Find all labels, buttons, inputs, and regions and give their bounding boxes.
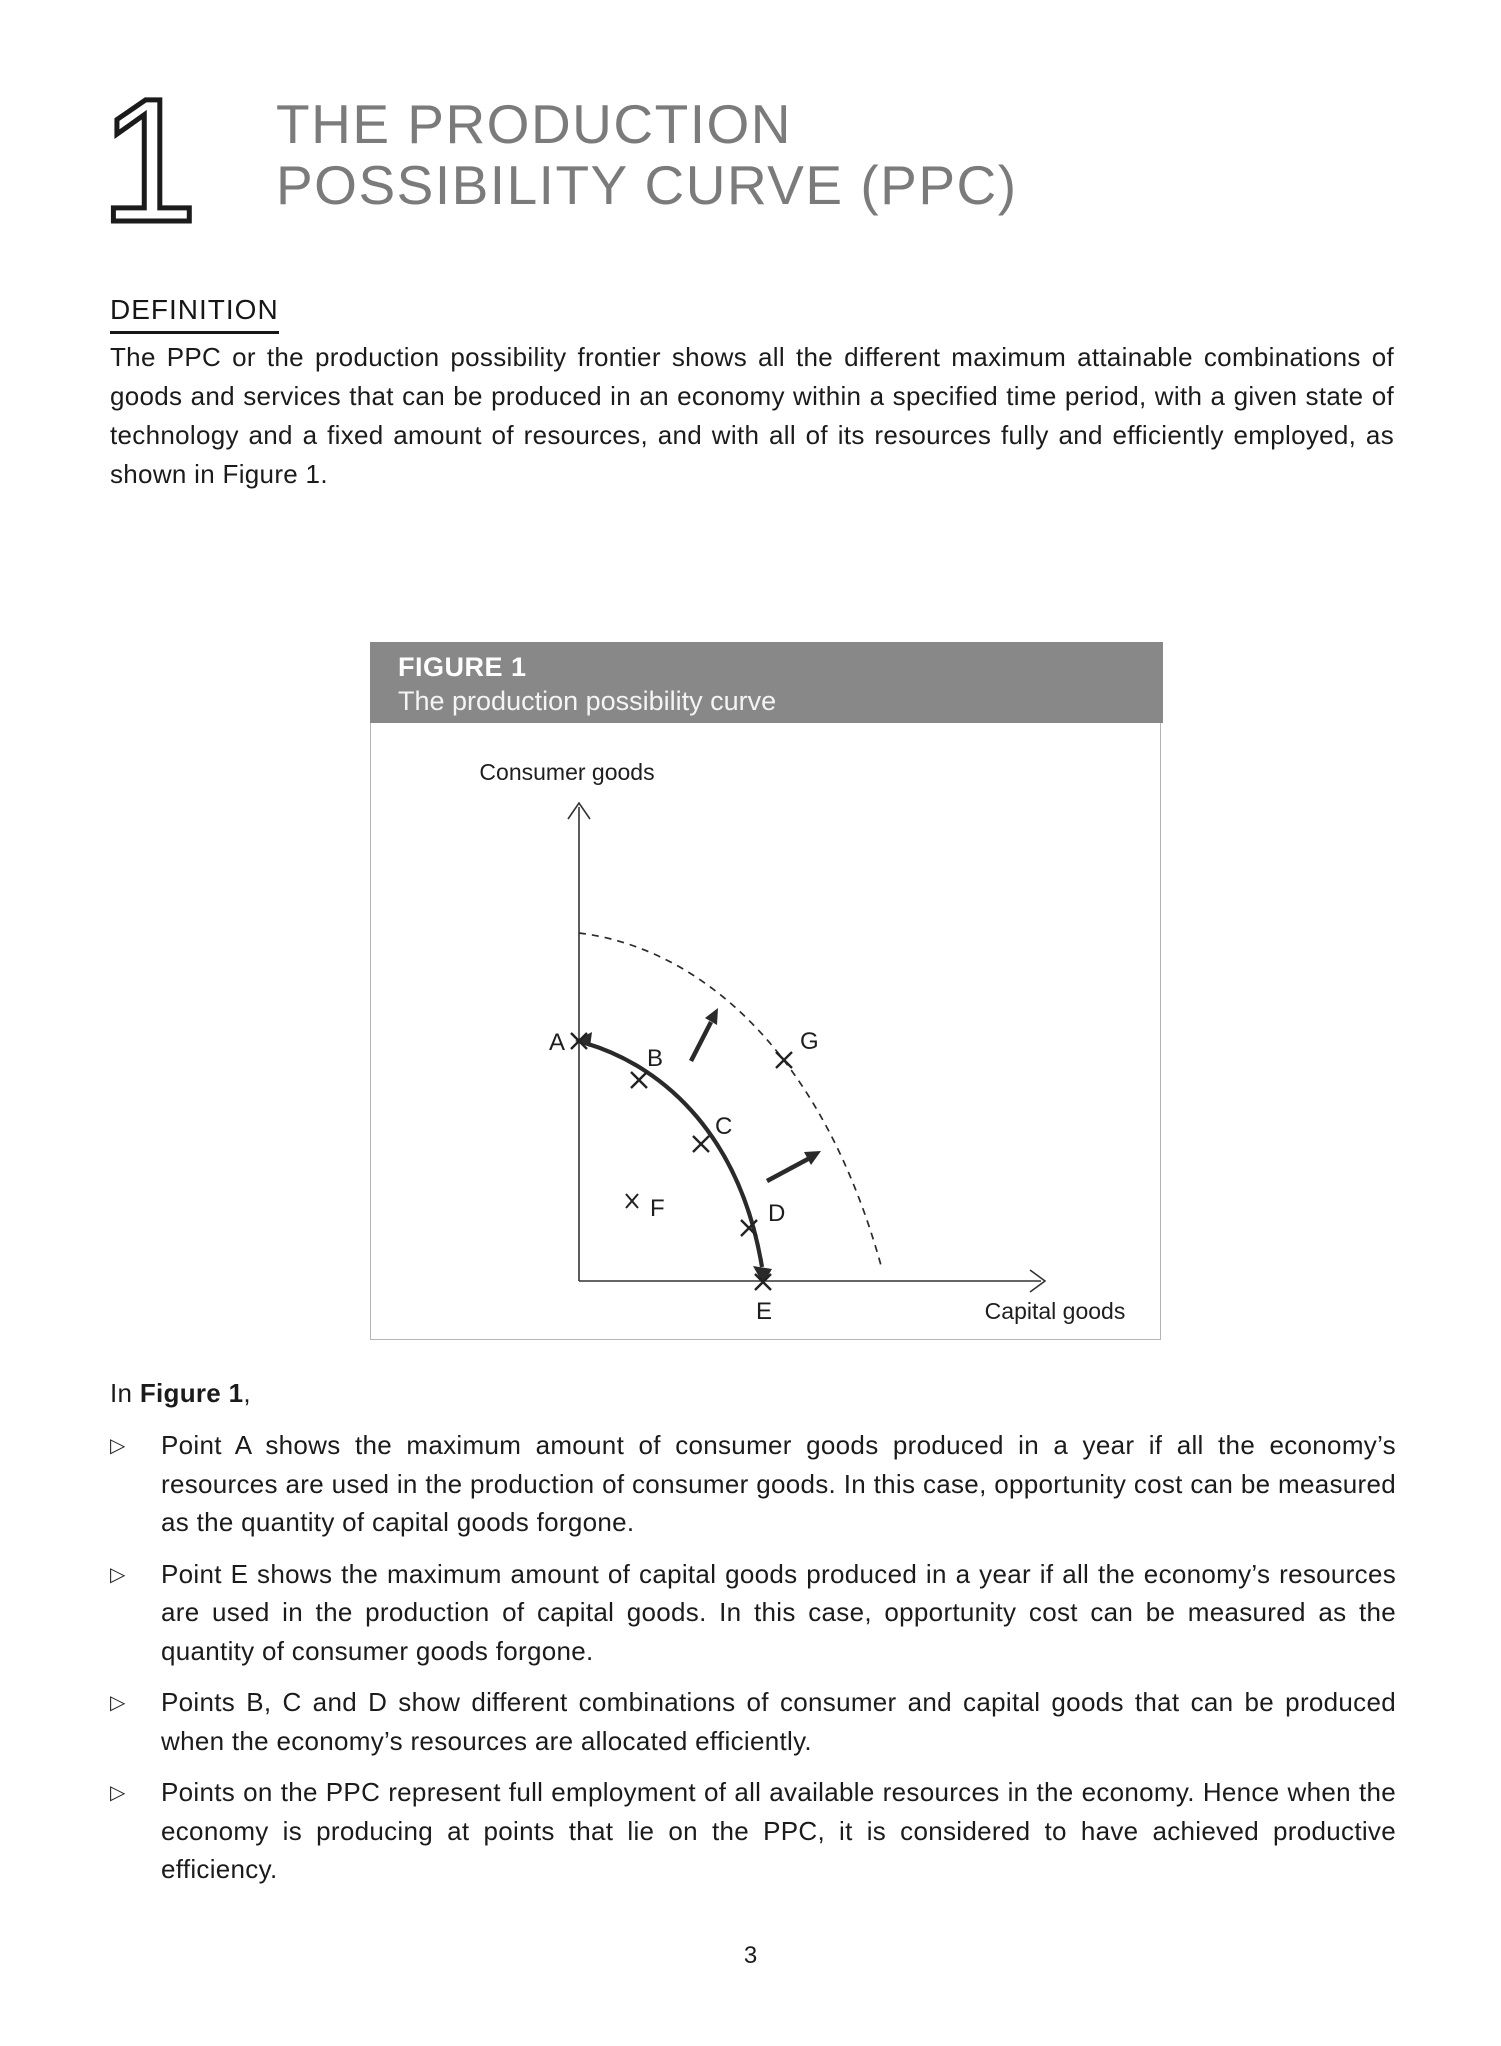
point-marker-G [776, 1052, 792, 1068]
triangle-bullet-icon: ▷ [110, 1561, 126, 1586]
point-marker-B [631, 1072, 647, 1088]
point-label-B: B [647, 1045, 664, 1072]
definition-heading-text: DEFINITION [110, 294, 279, 334]
point-label-C: C [715, 1113, 733, 1140]
triangle-bullet-icon: ▷ [110, 1433, 126, 1457]
page-number: 3 [743, 1942, 758, 1969]
figure-box [370, 642, 1161, 1340]
list-item-text: Point E shows the maximum amount of capital goods produced in a year if all the economy’s resources are used in the production of capital goods. In this case, opportunity cost can be measured as the quantity of consumer goods forgone. [161, 1558, 1396, 1666]
list-item-text: Points on the PPC represent full employment of all available resources in the economy. Hence when the economy is producing at points that lie on the PPC, it is considered to have achieved productive efficiency. [161, 1777, 1396, 1884]
bullet-list [110, 1426, 1396, 1902]
chapter-title-line1: THE PRODUCTION [276, 93, 792, 155]
list-item-text: Point A shows the maximum amount of consumer goods produced in a year if all the economy’s resources are used in the production of consumer goods. In this case, opportunity cost can be measured as the quantity of capital goods forgone. [161, 1430, 1396, 1537]
chapter-title [276, 94, 1376, 216]
figure-caption: The production possibility curve [398, 686, 777, 716]
point-label-A: A [548, 1029, 565, 1056]
point-label-E: E [755, 1298, 773, 1325]
point-marker-F [626, 1194, 638, 1208]
list-item [110, 1683, 1396, 1760]
triangle-bullet-icon: ▷ [110, 1780, 126, 1804]
after-figure-lead [110, 1378, 1394, 1409]
list-item [110, 1426, 1396, 1542]
list-item [110, 1773, 1396, 1889]
figure-banner [370, 642, 1163, 723]
point-label-F: F [650, 1195, 665, 1222]
chapter-number-digit: 1 [100, 63, 198, 259]
ppc-curve-solid [585, 1043, 762, 1267]
y-axis-label: Consumer goods [479, 759, 655, 785]
after-figure-bold: Figure 1 [139, 1378, 244, 1408]
ppc-curve-shifted-dashed [579, 933, 882, 1269]
after-figure-suffix: , [243, 1378, 251, 1408]
after-figure-prefix: In [110, 1378, 140, 1408]
figure-label: FIGURE 1 [398, 652, 527, 682]
x-axis [579, 1270, 1045, 1292]
point-marker-C [693, 1136, 709, 1152]
list-item-text: Points B, C and D show different combinations of consumer and capital goods that can be produced when the economy’s resources are allocated efficiently. [161, 1687, 1396, 1756]
definition-heading [110, 294, 279, 334]
point-label-G: G [800, 1028, 819, 1055]
triangle-bullet-icon: ▷ [110, 1690, 126, 1714]
definition-paragraph: The PPC or the production possibility frontier shows all the different maximum attainable combinations of goods and services that can be produced in an economy within a specified time period, with a given state of technology and a fixed amount of resources, and with all of its resources fully and efficiently employed, as shown in Figure 1. [110, 342, 1394, 489]
shift-arrow-upper [691, 1008, 718, 1061]
list-item [110, 1555, 1396, 1671]
shift-arrow-lower [767, 1151, 821, 1181]
chapter-number [96, 63, 206, 259]
ppc-chart [371, 723, 1160, 1339]
x-axis-label: Capital goods [984, 1298, 1126, 1324]
chapter-title-line2: POSSIBILITY CURVE (PPC) [276, 154, 1018, 216]
point-label-D: D [768, 1200, 786, 1227]
